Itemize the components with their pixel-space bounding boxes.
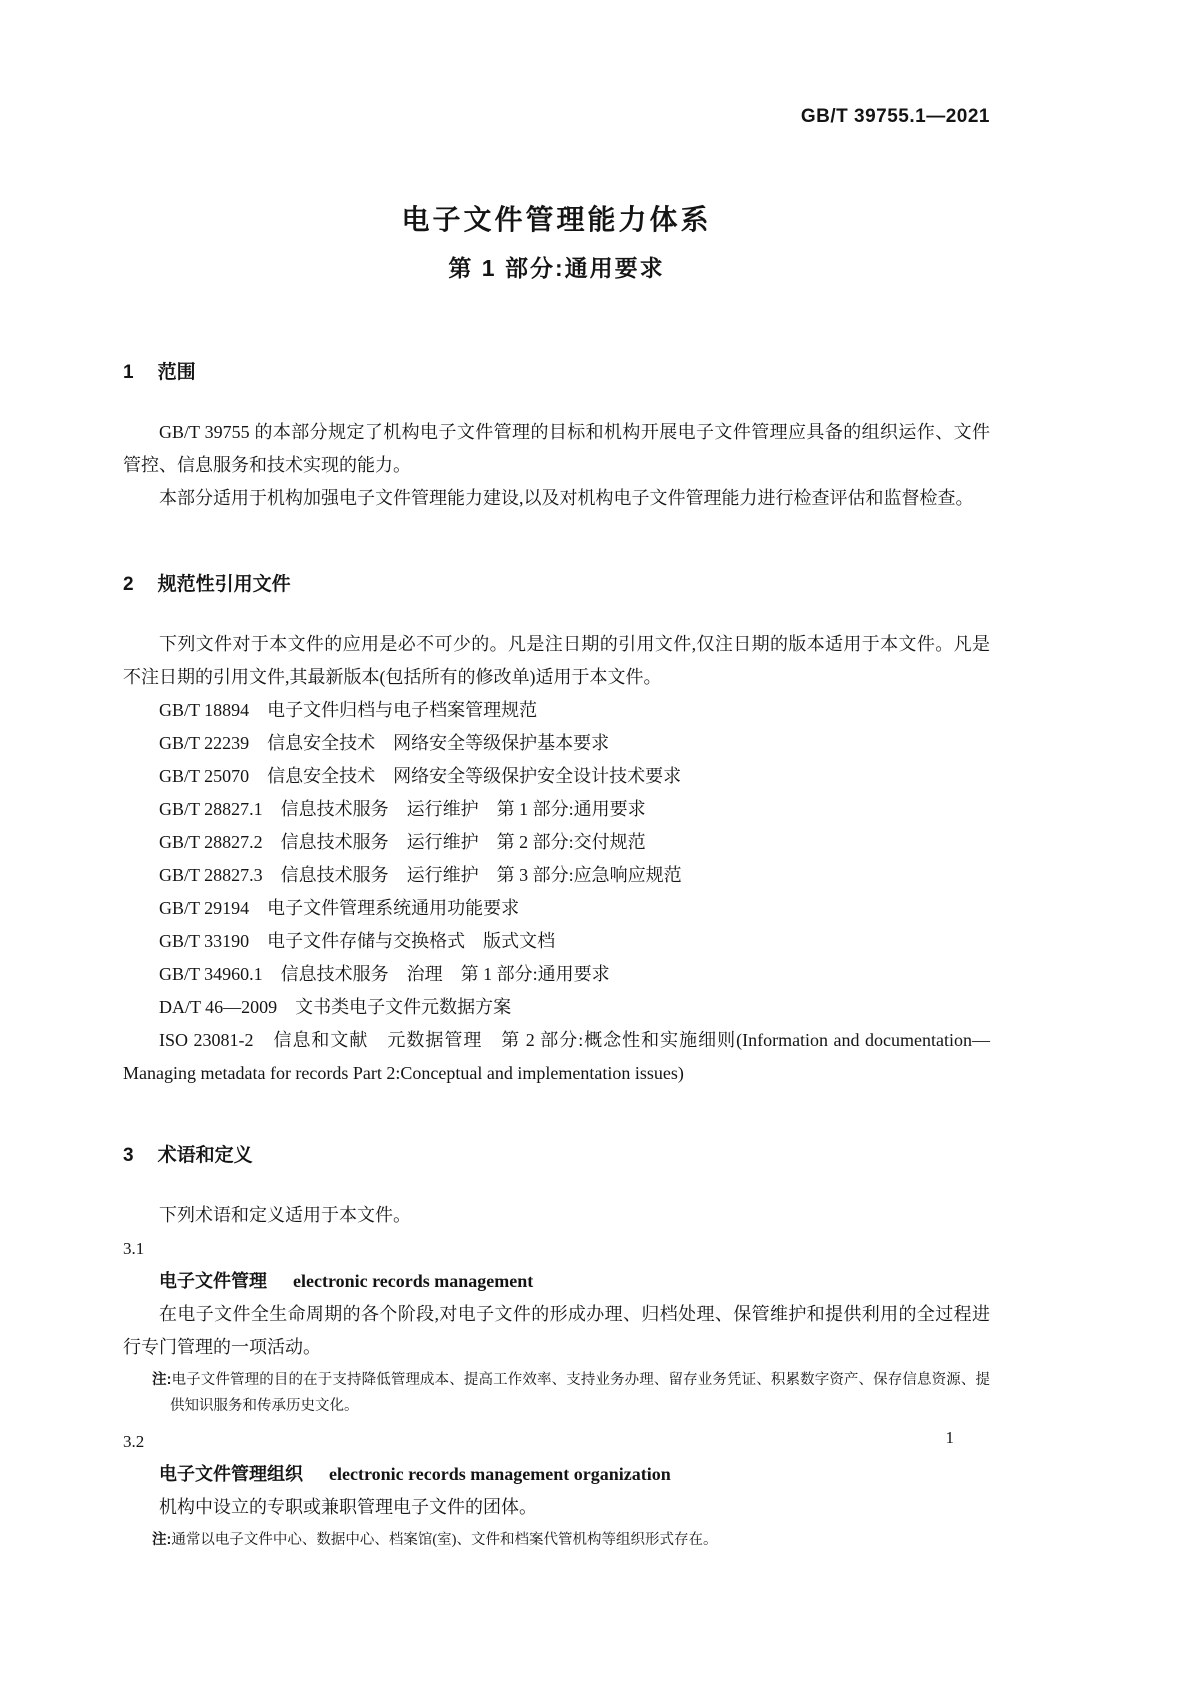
reference-item: DA/T 46—2009 文书类电子文件元数据方案 [159, 997, 512, 1017]
section-1-paragraph-1: GB/T 39755 的本部分规定了机构电子文件管理的目标和机构开展电子文件管理应具备的组织运作、文件管控、信息服务和技术实现的能力。 [123, 422, 990, 475]
section-3-number: 3 [123, 1145, 134, 1166]
section-1-heading [123, 357, 990, 384]
section-1-paragraph-2: 本部分适用于机构加强电子文件管理能力建设,以及对机构电子文件管理能力进行检查评估和监督检查。 [159, 488, 974, 508]
standard-number: GB/T 39755.1—2021 [800, 106, 990, 127]
title-line-1: 电子文件管理能力体系 [401, 204, 712, 235]
reference-item: GB/T 29194 电子文件管理系统通用功能要求 [159, 898, 520, 918]
term-heading [123, 1458, 990, 1491]
term-3-2 [123, 1425, 990, 1553]
term-3-1 [123, 1232, 990, 1419]
term-english: electronic records management organization [329, 1464, 671, 1484]
reference-item: GB/T 33190 电子文件存储与交换格式 版式文档 [159, 931, 556, 951]
document-title [123, 198, 990, 283]
section-1-number: 1 [123, 362, 134, 383]
reference-item: GB/T 25070 信息安全技术 网络安全等级保护安全设计技术要求 [159, 766, 682, 786]
normative-references-list [123, 694, 990, 1090]
section-2-paragraph-1: 下列文件对于本文件的应用是必不可少的。凡是注日期的引用文件,仅注日期的版本适用于本文件。凡是不注日期的引用文件,其最新版本(包括所有的修改单)适用于本文件。 [123, 634, 990, 687]
term-definition: 机构中设立的专职或兼职管理电子文件的团体。 [159, 1497, 537, 1517]
term-number: 3.2 [123, 1432, 145, 1451]
term-number: 3.1 [123, 1239, 145, 1258]
page-number: 1 [945, 1428, 954, 1447]
term-definition: 在电子文件全生命周期的各个阶段,对电子文件的形成办理、归档处理、保管维护和提供利用的全过程进行专门管理的一项活动。 [123, 1304, 990, 1357]
reference-item: GB/T 22239 信息安全技术 网络安全等级保护基本要求 [159, 733, 610, 753]
note-label: 注: [152, 1532, 172, 1548]
reference-item: GB/T 28827.1 信息技术服务 运行维护 第 1 部分:通用要求 [159, 799, 646, 819]
reference-item: ISO 23081-2 信息和文献 元数据管理 第 2 部分:概念性和实施细则(Information and documentation—Managing metadata for records Part 2:Conceptual and implementation issues) [123, 1030, 990, 1083]
reference-item: GB/T 28827.2 信息技术服务 运行维护 第 2 部分:交付规范 [159, 832, 646, 852]
term-chinese: 电子文件管理组织 [159, 1464, 303, 1484]
term-note [123, 1527, 990, 1553]
term-chinese: 电子文件管理 [159, 1271, 267, 1291]
section-3-title: 术语和定义 [157, 1145, 253, 1166]
section-2-title: 规范性引用文件 [157, 574, 291, 595]
term-english: electronic records management [293, 1271, 534, 1291]
term-heading [123, 1265, 990, 1298]
note-text: 电子文件管理的目的在于支持降低管理成本、提高工作效率、支持业务办理、留存业务凭证、积累数字资产、保存信息资源、提供知识服务和传承历史文化。 [170, 1372, 990, 1414]
section-2-number: 2 [123, 574, 134, 595]
reference-item: GB/T 18894 电子文件归档与电子档案管理规范 [159, 700, 538, 720]
section-3-heading [123, 1140, 990, 1167]
title-line-2: 第 1 部分:通用要求 [448, 255, 665, 281]
note-text: 通常以电子文件中心、数据中心、档案馆(室)、文件和档案代管机构等组织形式存在。 [171, 1532, 718, 1548]
section-3-intro: 下列术语和定义适用于本文件。 [159, 1205, 411, 1225]
section-2-heading [123, 569, 990, 596]
note-label: 注: [152, 1372, 172, 1388]
section-1-title: 范围 [157, 362, 196, 383]
reference-item: GB/T 28827.3 信息技术服务 运行维护 第 3 部分:应急响应规范 [159, 865, 682, 885]
term-note [123, 1367, 990, 1419]
reference-item: GB/T 34960.1 信息技术服务 治理 第 1 部分:通用要求 [159, 964, 610, 984]
page-content [123, 0, 990, 1559]
